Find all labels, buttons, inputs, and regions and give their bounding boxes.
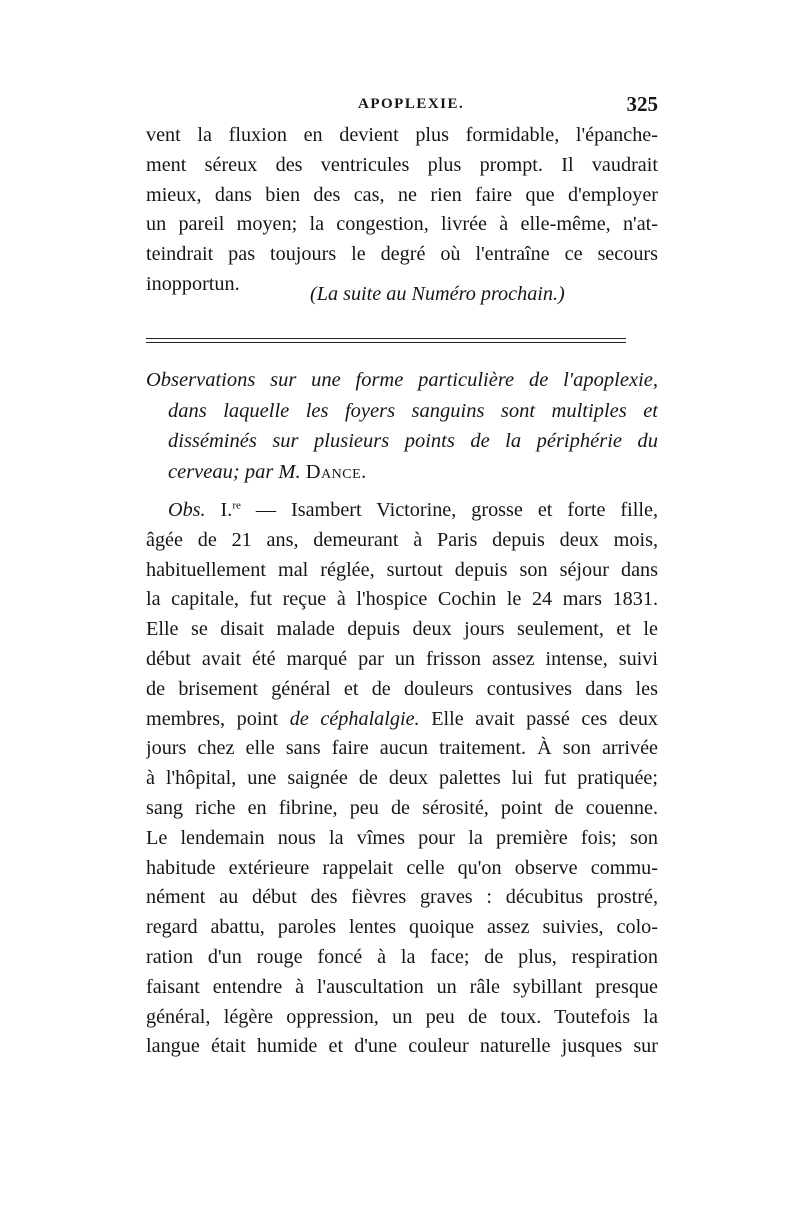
title-line: disséminés sur plusieurs points de la périphérie du bbox=[168, 430, 658, 452]
section-divider bbox=[146, 338, 626, 339]
text-line: la capitale, fut reçue à l'hospice Cochin le 24 mars 1831. bbox=[146, 588, 658, 611]
text-line: jours chez elle sans faire aucun traitement. À son arrivée bbox=[146, 737, 658, 760]
page-number: 325 bbox=[626, 92, 658, 116]
text-line: Elle se disait malade depuis deux jours seulement, et le bbox=[146, 618, 658, 641]
text-line: vent la fluxion en devient plus formidable, l'épanche- bbox=[146, 124, 658, 146]
observation-number-suffix: re bbox=[232, 499, 241, 512]
text-line: nément au début des fièvres graves : décubitus prostré, bbox=[146, 886, 658, 909]
running-title: APOPLEXIE. bbox=[358, 96, 465, 112]
title-line-text: cerveau; par M. bbox=[168, 460, 301, 483]
observation-label: Obs. bbox=[168, 499, 206, 521]
article-title bbox=[146, 365, 658, 487]
observation-number: I. bbox=[220, 499, 233, 521]
emphasis-cephalalgie: de céphalalgie. bbox=[289, 707, 420, 730]
text-line: début avait été marqué par un frisson assez intense, suivi bbox=[146, 647, 658, 670]
text-line bbox=[146, 705, 658, 735]
text-span: membres, point bbox=[146, 707, 279, 730]
text-line: ration d'un rouge foncé à la face; de plus, respiration bbox=[146, 945, 658, 968]
continuation-note: (La suite au Numéro prochain.) bbox=[310, 283, 565, 305]
observation-paragraph bbox=[146, 496, 658, 1062]
running-head bbox=[146, 92, 658, 120]
observation-first-line-text: — Isambert Victorine, grosse et forte fille, bbox=[255, 499, 658, 521]
text-line: inopportun. bbox=[146, 272, 240, 295]
text-span: Elle avait passé ces deux bbox=[431, 707, 658, 730]
text-line: habitude extérieure rappelait celle qu'on observe commu- bbox=[146, 856, 658, 879]
text-line: à l'hôpital, une saignée de deux palettes lui fut pratiquée; bbox=[146, 767, 658, 790]
text-line: général, légère oppression, un peu de toux. Toutefois la bbox=[146, 1005, 658, 1028]
text-line: regard abattu, paroles lentes quoique assez suivies, colo- bbox=[146, 916, 658, 939]
text-line: habituellement mal réglée, surtout depuis son séjour dans bbox=[146, 558, 658, 581]
text-line: faisant entendre à l'auscultation un râle sybillant presque bbox=[146, 975, 658, 998]
text-line: mieux, dans bien des cas, ne rien faire que d'employer bbox=[146, 183, 658, 206]
text-line: ment séreux des ventricules plus prompt. Il vaudrait bbox=[146, 153, 658, 176]
text-line: un pareil moyen; la congestion, livrée à elle-même, n'at- bbox=[146, 213, 658, 236]
text-line: sang riche en fibrine, peu de sérosité, point de couenne. bbox=[146, 796, 658, 819]
text-line: langue était humide et d'une couleur naturelle jusques sur bbox=[146, 1035, 658, 1058]
section-divider bbox=[146, 342, 626, 343]
text-line: âgée de 21 ans, demeurant à Paris depuis deux mois, bbox=[146, 528, 658, 551]
text-line: de brisement général et de douleurs contusives dans les bbox=[146, 677, 658, 700]
author-name: Dance. bbox=[305, 460, 367, 483]
title-line bbox=[146, 457, 658, 488]
title-line: dans laquelle les foyers sanguins sont multiples et bbox=[168, 399, 658, 422]
text-line: teindrait pas toujours le degré où l'entraîne ce secours bbox=[146, 243, 658, 266]
observation-first-line bbox=[146, 496, 658, 526]
text-line: Le lendemain nous la vîmes pour la première fois; son bbox=[146, 826, 658, 849]
carry-over-paragraph bbox=[146, 121, 658, 300]
title-line: Observations sur une forme particulière de l'apoplexie, bbox=[146, 369, 658, 391]
